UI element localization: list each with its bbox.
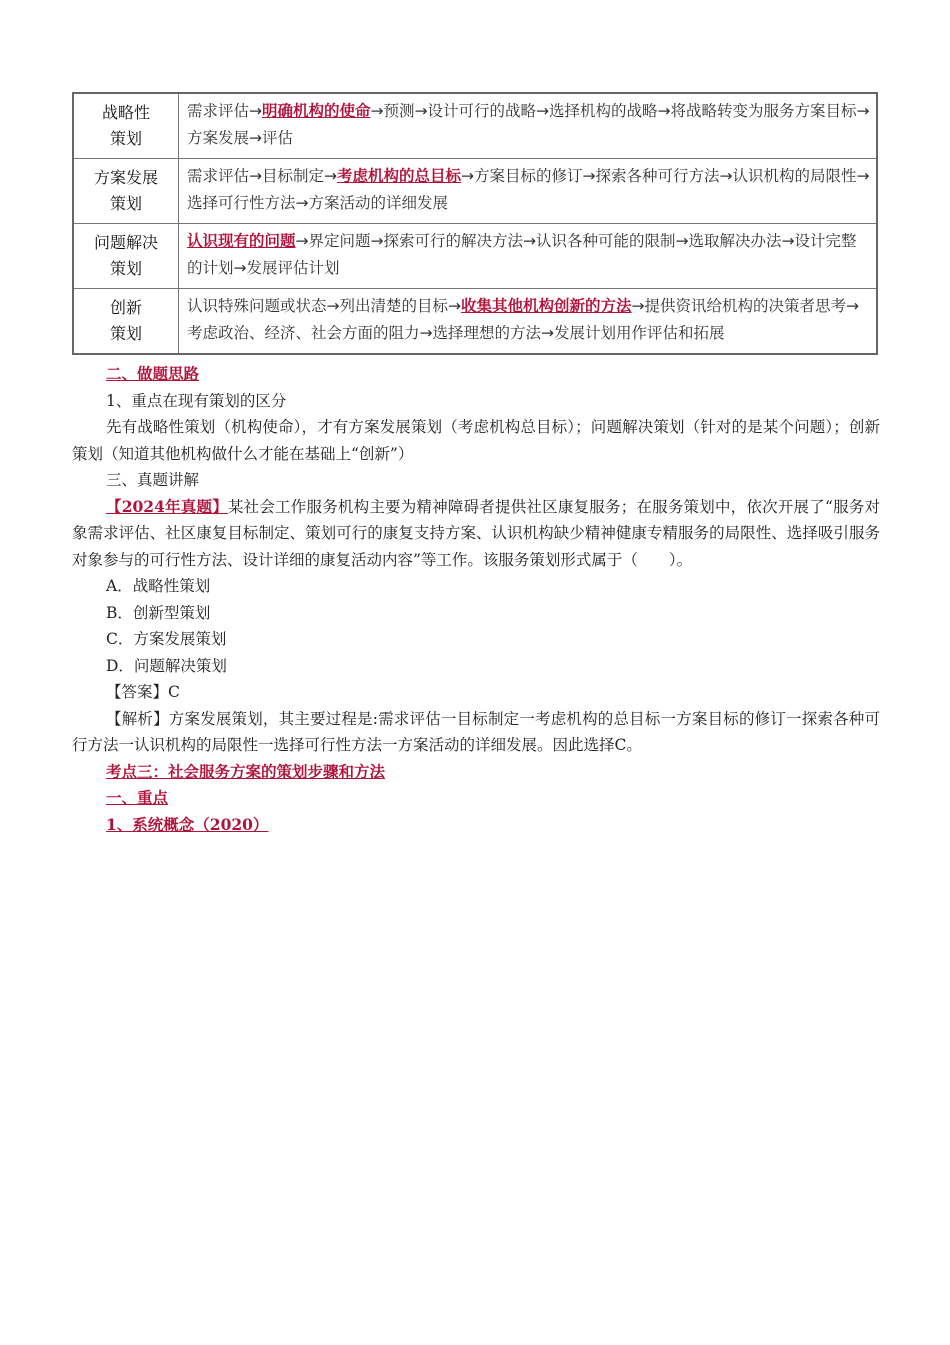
planning-process-cell — [179, 224, 878, 289]
process-pre: 认识特殊问题或状态→列出清楚的目标→ — [187, 297, 461, 315]
process-highlight: 明确机构的使命 — [262, 102, 371, 120]
exam-question-text: 某社会工作服务机构主要为精神障碍者提供社区康复服务；在服务策划中，依次开展了“服务对象需求评估、社区康复目标制定、策划可行的康复支持方案、认识机构缺少精神健康专精服务的局限性、选择吸引服务对象参与的可行性方法、设计详细的康复活动内容”等工作。该服务策划形式属于（ ）。 — [72, 497, 881, 569]
option-c: C．方案发展策划 — [106, 630, 227, 648]
kaodian-3-heading: 考点三：社会服务方案的策划步骤和方法 — [106, 761, 386, 781]
planning-types-table — [72, 92, 878, 355]
section-2-heading: 二、做题思路 — [106, 364, 200, 383]
planning-process-cell — [179, 289, 878, 355]
process-post: →方案目标的修订→探索各种可行方法→认识机构的局限性→选择可行性方法→方案活动的详细发展 — [187, 167, 870, 212]
exam-year-tag: 【2024年真题】 — [106, 496, 228, 516]
section-2-point: 1、重点在现有策划的区分 — [106, 391, 287, 410]
process-post: →界定问题→探索可行的解决方法→认识各种可能的限制→选取解决办法→设计完整的计划→发展评估计划 — [187, 232, 857, 277]
planning-type-label: 创新 — [109, 298, 142, 317]
planning-type-cell — [73, 224, 179, 289]
table-row — [73, 93, 877, 159]
planning-type-label: 策划 — [109, 129, 142, 148]
planning-type-label: 方案发展 — [93, 168, 158, 187]
planning-type-label: 战略性 — [101, 103, 150, 122]
section-3-heading: 三、真题讲解 — [106, 471, 200, 489]
process-highlight: 考虑机构的总目标 — [336, 167, 461, 185]
table-row — [73, 289, 877, 355]
process-highlight: 认识现有的问题 — [187, 232, 296, 250]
section-2 — [72, 361, 880, 838]
table-row — [73, 224, 877, 289]
planning-type-label: 策划 — [109, 324, 142, 343]
option-d: D．问题解决策划 — [106, 656, 227, 675]
planning-type-label: 策划 — [109, 194, 142, 213]
document-page — [72, 92, 880, 838]
analysis: 【解析】方案发展策划，其主要过程是:需求评估一目标制定一考虑机构的总目标一方案目标的修订一探索各种可行方法一认识机构的局限性一选择可行性方法一方案活动的详细发展。因此选择C。 — [72, 709, 880, 754]
kaodian-3-sub1: 一、重点 — [106, 788, 169, 807]
planning-process-cell — [179, 159, 878, 224]
planning-process-cell — [179, 93, 878, 159]
planning-type-cell — [73, 159, 179, 224]
kaodian-3-sub2: 1、系统概念（2020） — [106, 814, 269, 834]
planning-type-label: 问题解决 — [93, 233, 158, 252]
process-highlight: 收集其他机构创新的方法 — [460, 297, 632, 315]
planning-type-label: 策划 — [109, 259, 142, 278]
option-b: B．创新型策划 — [106, 603, 211, 622]
process-pre: 需求评估→ — [187, 102, 262, 120]
option-a: A．战略性策划 — [106, 577, 211, 595]
process-pre: 需求评估→目标制定→ — [187, 167, 337, 185]
section-2-text: 先有战略性策划（机构使命），才有方案发展策划（考虑机构总目标）；问题解决策划（针对的是某个问题）；创新策划（知道其他机构做什么才能在基础上“创新”） — [72, 418, 880, 463]
process-post: →提供资讯给机构的决策者思考→考虑政治、经济、社会方面的阻力→选择理想的方法→发展计划用作评估和拓展 — [187, 297, 859, 342]
table-row — [73, 159, 877, 224]
exam-question — [72, 494, 880, 574]
planning-type-cell — [73, 93, 179, 159]
planning-type-cell — [73, 289, 179, 355]
process-post: →预测→设计可行的战略→选择机构的战略→将战略转变为服务方案目标→方案发展→评估 — [187, 102, 870, 147]
answer: 【答案】C — [106, 683, 180, 701]
